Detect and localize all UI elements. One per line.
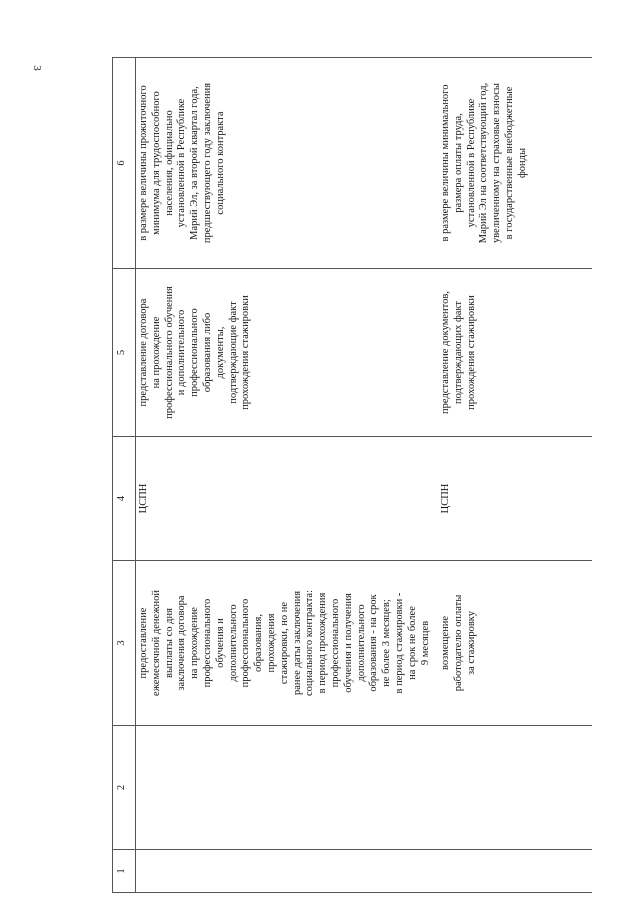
- column-header-5: 5: [113, 269, 136, 437]
- column-header-1: 1: [113, 850, 136, 893]
- column-header-2: 2: [113, 726, 136, 850]
- page-number: 3: [30, 65, 43, 71]
- column-header-6: 6: [113, 58, 136, 269]
- column-header-4: 4: [113, 437, 136, 561]
- cell-measure: предоставление ежемесячной денежной выплаты со дня заключения договора на прохождение профессионального обучения и дополнительного профессионального образования, прохождения стажировки, но не ранее даты заключения социального контракта: в период прохождения профессионального обучения и получения дополнительного образования - на срок не более 3 месяцев; в период стажировки - на срок не более 9 месяцев: [136, 561, 439, 726]
- table-header-row: [113, 58, 136, 893]
- cell-col2: [136, 726, 439, 850]
- cell-number: [136, 850, 439, 893]
- cell-documents: представление договора на прохождение профессионального обучения и дополнительного профессионального образования либо документы, подтверждающие факт прохождения стажировки: [136, 269, 439, 437]
- cell-amount: в размере величины прожиточного минимума для трудоспособного населения, официально установленной в Республике Марий Эл, за второй квартал года, предшествующего году заключения социального контракта: [136, 58, 439, 269]
- cell-measure: возмещение работодателю оплаты за стажировку: [438, 561, 592, 726]
- rotated-page-content: [112, 58, 627, 893]
- column-header-3: 3: [113, 561, 136, 726]
- cell-amount: в размере величины минимального размера оплаты труда, установленной в Республике Марий Эл на соответствующий год, увеличенному на страховые взносы в государственные внебюджетные фонды: [438, 58, 592, 269]
- cell-col2: [438, 726, 592, 850]
- cell-number: [438, 850, 592, 893]
- cell-executor: ЦСПН: [136, 437, 439, 561]
- cell-executor: ЦСПН: [438, 437, 592, 561]
- cell-documents: представление документов, подтверждающих факт прохождения стажировки: [438, 269, 592, 437]
- table-row: [438, 58, 592, 893]
- measures-table: [112, 57, 592, 893]
- table-row: [136, 58, 439, 893]
